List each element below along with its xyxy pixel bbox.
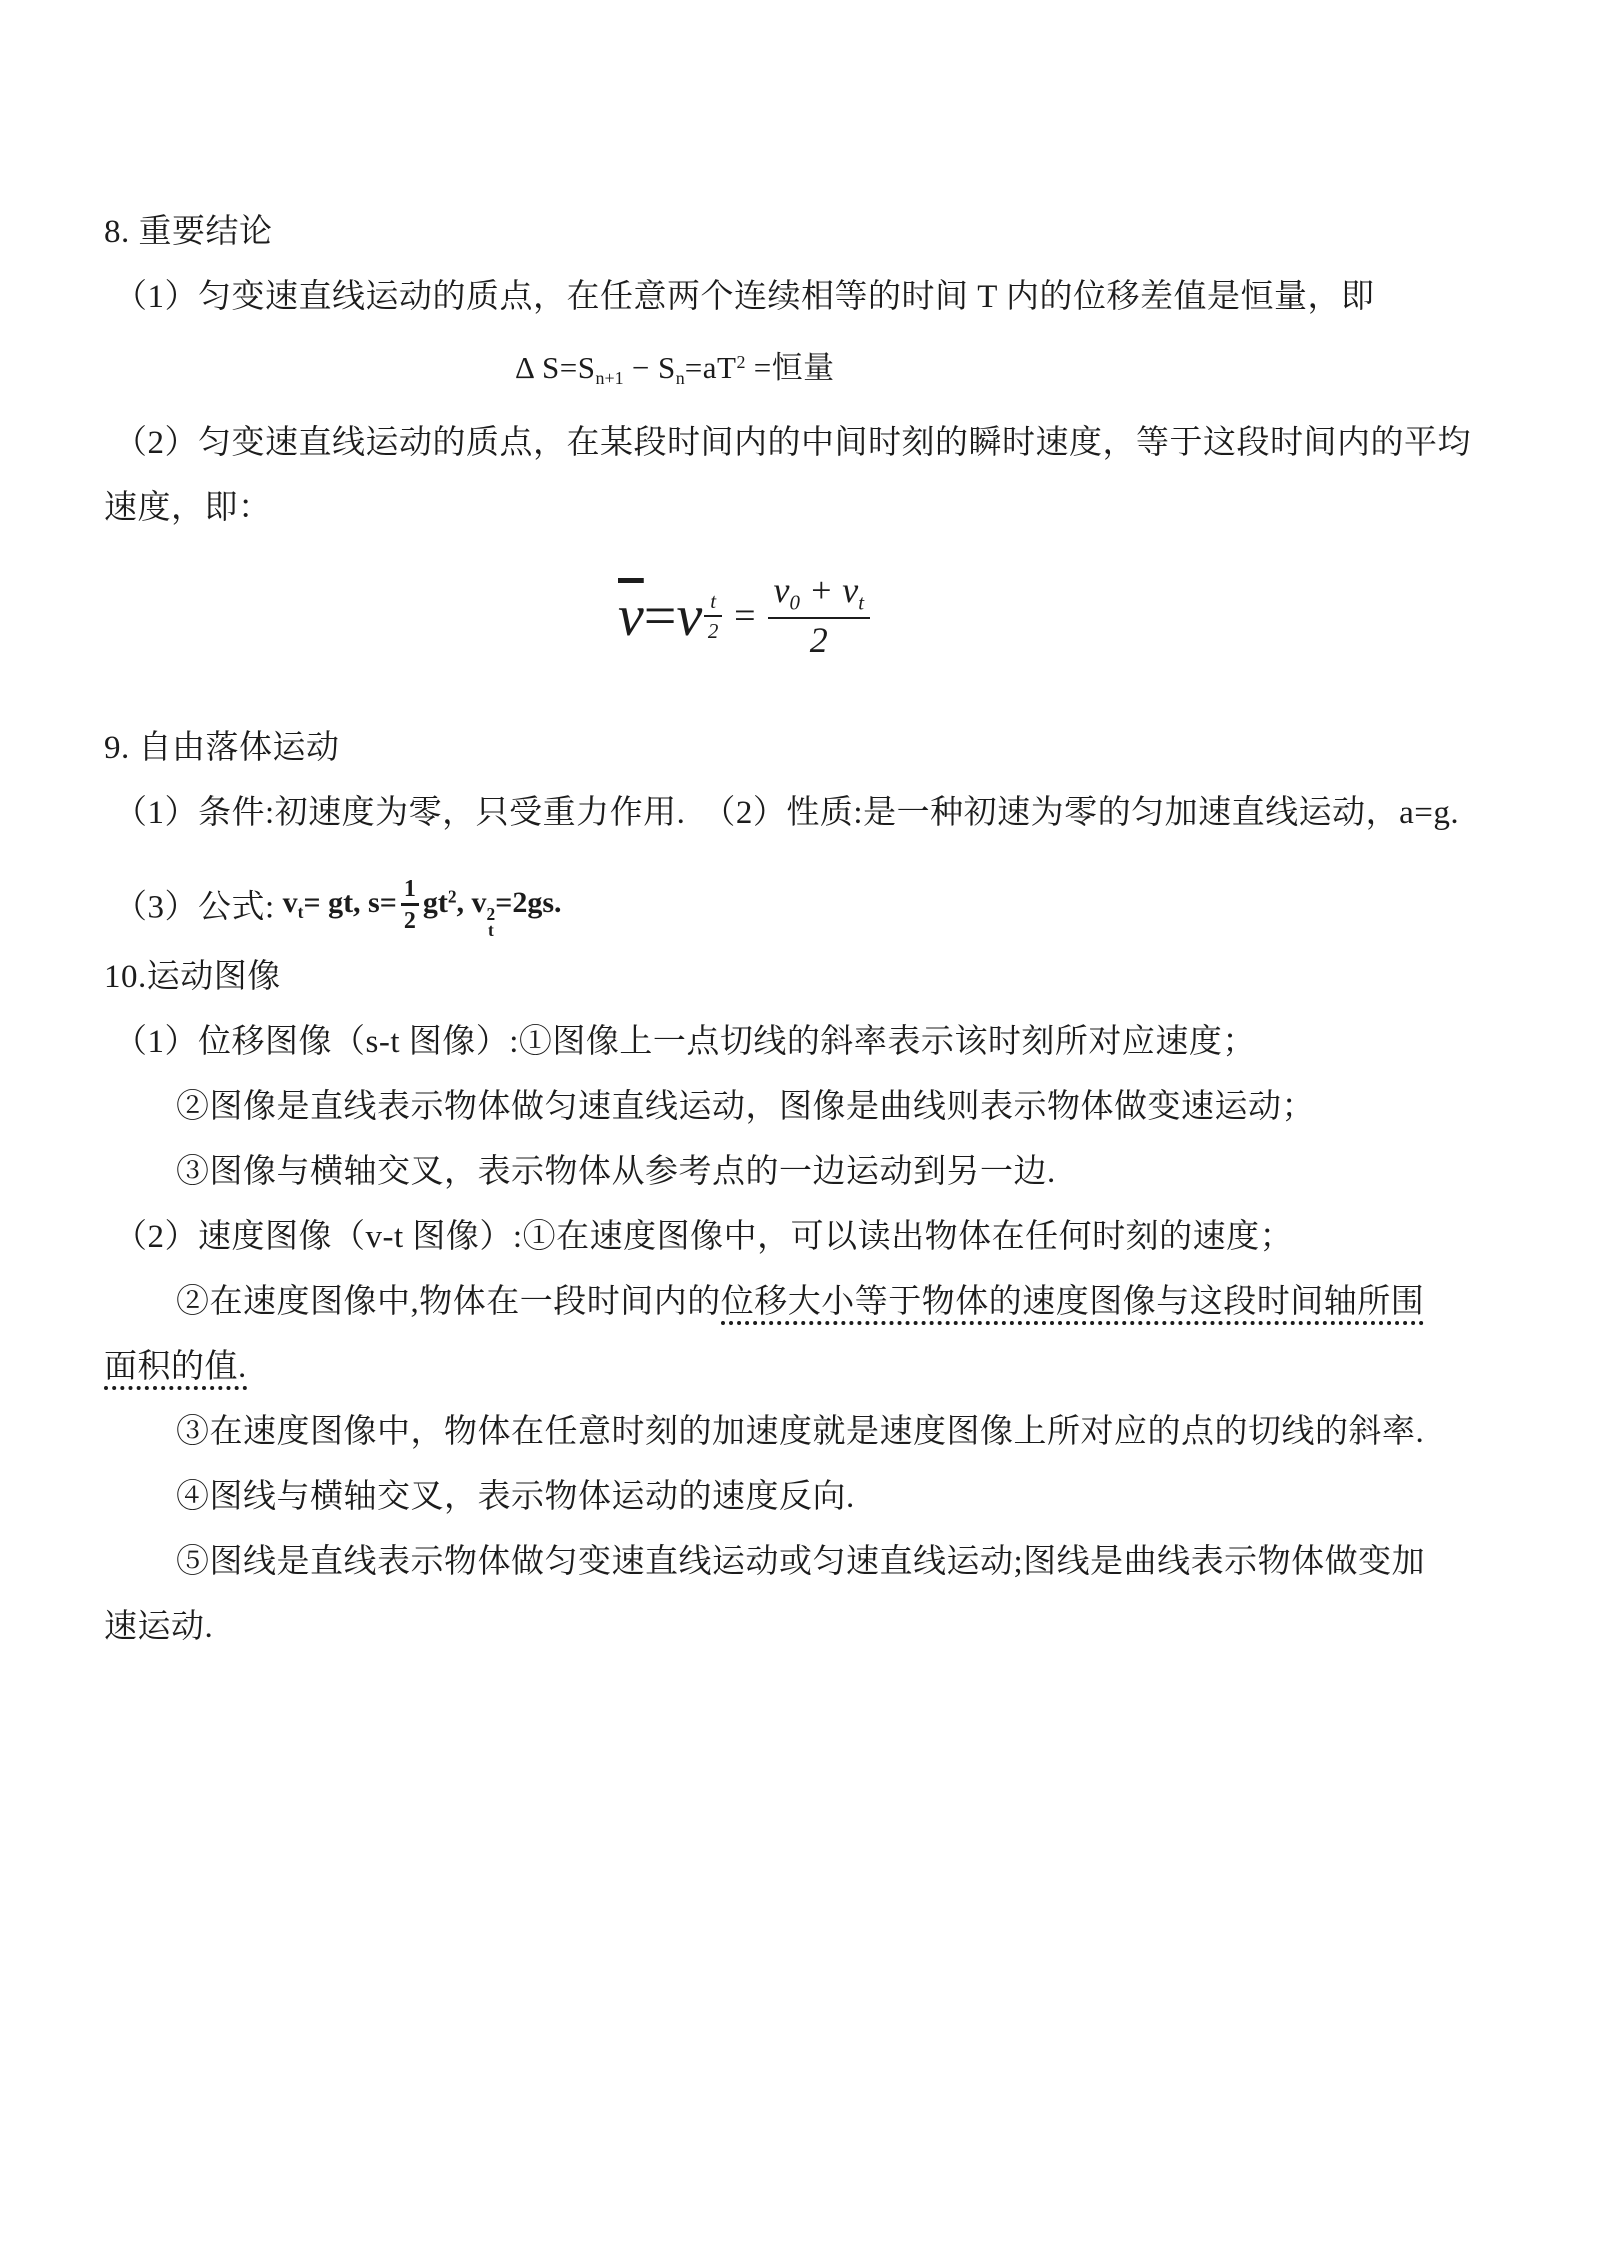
section-10-heading: 10.运动图像 — [104, 958, 281, 995]
f2-num-v0: v — [773, 570, 790, 611]
s8-item-1: （1）匀变速直线运动的质点，在任意两个连续相等的时间 T 内的位移差值是恒量，即 — [114, 279, 1375, 315]
s10-p5-underlined: 位移大小等于物体的速度图像与这段时间轴所围 — [721, 1284, 1425, 1325]
s9-item-3 — [0, 864, 1598, 945]
f3-half-numerator: 1 — [401, 877, 419, 906]
f2-tsub-denominator: 2 — [707, 619, 719, 644]
s10-item-2-point-5-line-2: 速运动. — [104, 1608, 214, 1645]
f2-tsub-numerator: t — [704, 590, 722, 617]
f3-c-sup: 2 — [486, 903, 496, 924]
f2-num-sub-0: 0 — [789, 590, 800, 615]
f2-denominator: 2 — [809, 620, 828, 661]
f2-v-bar: $\overline{v}$ — [618, 583, 644, 649]
s9-formula-label: （3）公式: — [114, 889, 275, 926]
f1-part-b: − S — [623, 349, 676, 385]
f2-v-half-t: v — [676, 583, 703, 649]
s10-item-2-point-2-line-1 — [0, 1270, 1598, 1335]
f2-num-sub-t: t — [858, 590, 865, 615]
s8-item-2-line-2: 速度，即： — [104, 490, 272, 527]
formula-average-velocity — [0, 541, 1598, 691]
s10-item-1-point-3: ③图像与横轴交叉，表示物体从参考点的一边运动到另一边. — [176, 1153, 1056, 1190]
formula-free-fall — [282, 875, 562, 941]
s10-item-1: （1）位移图像（s-t 图像）:①图像上一点切线的斜率表示该时刻所对应速度； — [114, 1023, 1256, 1060]
s10-item-2-point-2-line-2 — [0, 1335, 1598, 1400]
f3-v-sup2-sub-t — [486, 903, 496, 941]
f3-part-b: gt — [422, 885, 448, 919]
s10-item-2: （2）速度图像（v-t 图像）:①在速度图像中，可以读出物体在任何时刻的速度； — [114, 1218, 1294, 1255]
f3-half-denominator: 2 — [403, 907, 416, 934]
s10-p6-underlined: 面积的值. — [104, 1349, 247, 1390]
s9-item-1-2: （1）条件:初速度为零，只受重力作用. （2）性质:是一种初速为零的匀加速直线运动，a=g. — [114, 795, 1460, 832]
f3-v-sub-t: t — [297, 901, 304, 922]
f3-v: v — [282, 885, 298, 919]
f2-numerator — [768, 572, 871, 619]
f3-part-c: , v — [456, 885, 487, 919]
section-8-heading: 8. 重要结论 — [104, 214, 273, 250]
s8-item-2-line-1: （2）匀变速直线运动的质点，在某段时间内的中间时刻的瞬时速度，等于这段时间内的平均 — [114, 425, 1471, 462]
formula-displacement-difference — [0, 330, 1598, 411]
s10-item-2-point-4: ④图线与横轴交叉，表示物体运动的速度反向. — [176, 1478, 855, 1515]
f2-num-vt: v — [842, 570, 859, 611]
s10-item-2-point-5-line-1: ⑤图线是直线表示物体做匀变速直线运动或匀速直线运动;图线是曲线表示物体做变加 — [176, 1543, 1426, 1580]
f3-one-half-fraction — [401, 877, 419, 933]
f2-main-fraction — [768, 572, 871, 660]
f2-equals-1: = — [643, 583, 677, 649]
f2-equals-2: = — [734, 595, 756, 638]
f1-part-d: =恒量 — [745, 349, 835, 385]
s10-item-1-point-2: ②图像是直线表示物体做匀速直线运动，图像是曲线则表示物体做变速运动； — [176, 1088, 1315, 1125]
f1-sub-n1: n+1 — [595, 368, 624, 389]
f3-part-d: =2gs. — [495, 885, 562, 919]
f3-c-sub: t — [487, 920, 494, 941]
s10-item-2-point-3: ③在速度图像中，物体在任意时刻的加速度就是速度图像上所对应的点的切线的斜率. — [176, 1413, 1425, 1450]
s10-p5-plain: ②在速度图像中,物体在一段时间内的 — [176, 1283, 721, 1320]
f1-part-c: =aT — [684, 349, 737, 385]
f2-num-plus: + — [799, 570, 843, 611]
f1-sub-n: n — [675, 368, 685, 389]
f1-sup-2: 2 — [736, 352, 746, 372]
section-9-heading: 9. 自由落体运动 — [104, 730, 340, 767]
f3-b-sup-2: 2 — [447, 886, 457, 907]
f3-part-a: = gt, s= — [303, 885, 397, 919]
f1-part-a: Δ S=S — [515, 349, 596, 385]
f2-t-over-2-subscript — [704, 590, 722, 642]
